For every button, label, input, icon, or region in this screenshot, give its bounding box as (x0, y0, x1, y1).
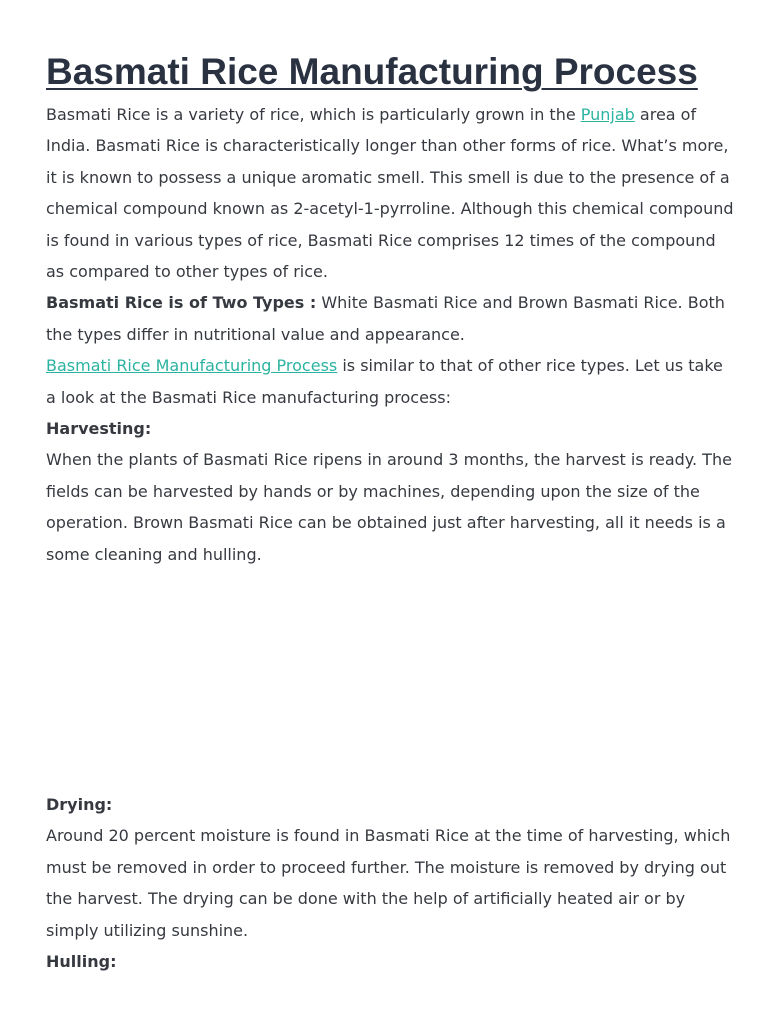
types-text: White Basmati Rice and Brown Basmati Rice. Both the types differ in nutritional value and appearance. (46, 293, 725, 344)
intro-text-after: area of India. Basmati Rice is characteristically longer than other forms of rice. What’s more, it is known to possess a unique aromatic smell. This smell is due to the presence of a chemical compound known as 2-acetyl-1-pyrroline. Although this chemical compound is found in various types of rice, Basmati Rice comprises 12 times of the compound as compared to other types of rice. (46, 105, 734, 282)
intro-text-before: Basmati Rice is a variety of rice, which is particularly grown in the (46, 105, 581, 124)
types-lead: Basmati Rice is of Two Types : (46, 293, 317, 313)
punjab-link[interactable]: Punjab (580, 105, 635, 124)
manufacturing-process-link[interactable]: Basmati Rice Manufacturing Process (46, 356, 338, 376)
types-paragraph (46, 287, 736, 350)
hulling-heading: Hulling: (46, 952, 117, 972)
intro-paragraph (46, 99, 736, 287)
drying-paragraph: Around 20 percent moisture is found in Basmati Rice at the time of harvesting, which must be removed in order to proceed further. The moisture is removed by drying out the harvest. The drying can be done with the help of artificially heated air or by simply utilizing sunshine. (46, 826, 731, 940)
drying-heading: Drying: (46, 795, 113, 814)
article-body-bottom (46, 789, 736, 977)
article-body-top (46, 99, 736, 570)
harvesting-paragraph: When the plants of Basmati Rice ripens in around 3 months, the harvest is ready. The fields can be harvested by hands or by machines, depending upon the size of the operation. Brown Basmati Rice can be obtained just after harvesting, all it needs is a some cleaning and hulling. (46, 450, 732, 564)
harvesting-heading: Harvesting: (46, 419, 152, 439)
page-title: Basmati Rice Manufacturing Process (46, 51, 698, 92)
process-intro-text: is similar to that of other rice types. Let us take a look at the Basmati Rice manufacturing process: (46, 356, 723, 407)
process-intro-paragraph (46, 350, 736, 413)
